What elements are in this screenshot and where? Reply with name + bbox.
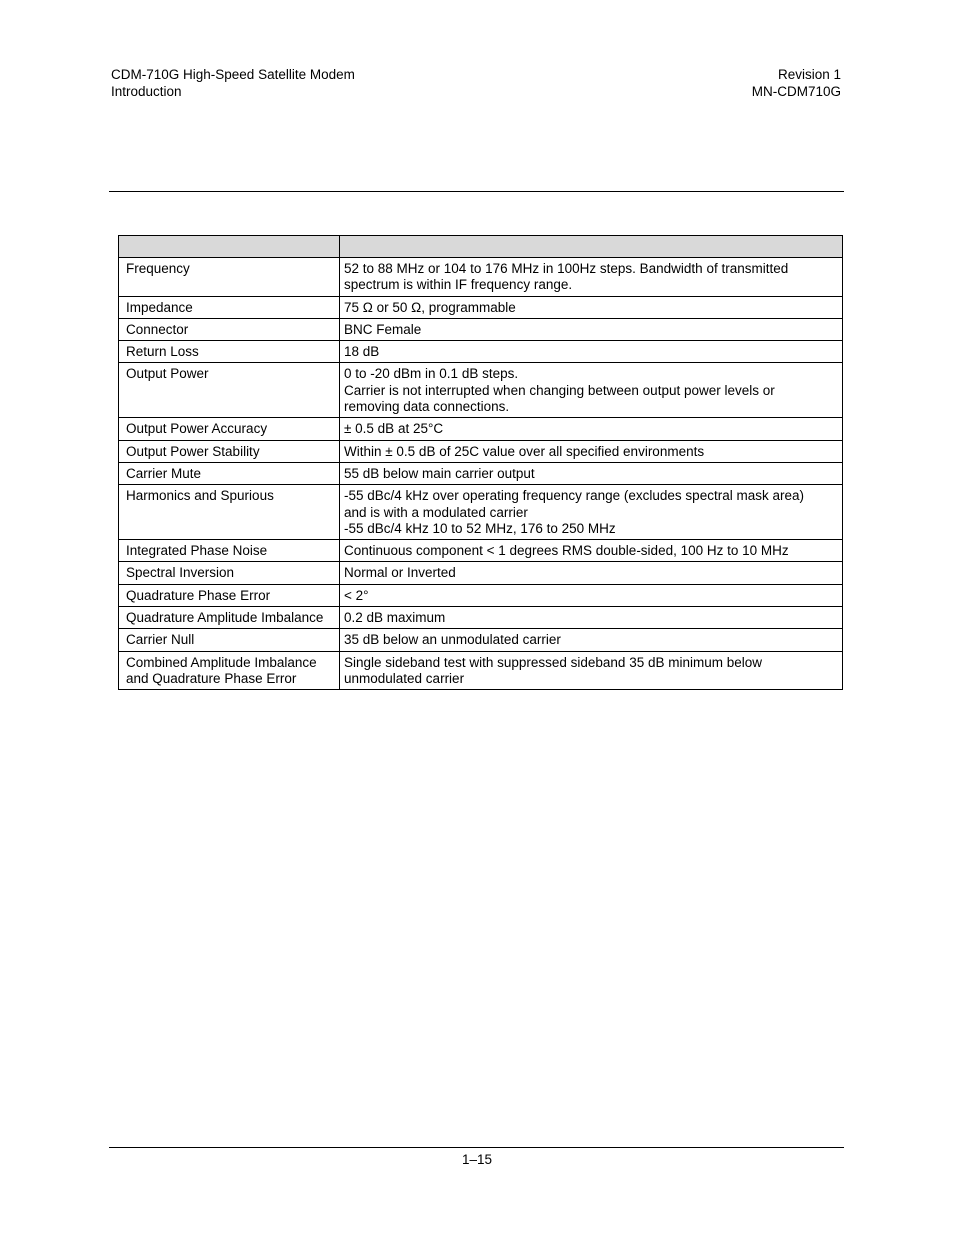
specification-cell <box>340 341 843 363</box>
parameter-cell <box>119 318 340 340</box>
table-header-specification <box>340 236 843 258</box>
specification-line: 52 to 88 MHz or 104 to 176 MHz in 100Hz steps. Bandwidth of transmitted <box>344 261 789 276</box>
table-row <box>119 341 843 363</box>
parameter-cell <box>119 296 340 318</box>
parameter-line: Quadrature Amplitude Imbalance <box>126 610 324 626</box>
table-row <box>119 607 843 629</box>
specification-cell <box>340 629 843 651</box>
specification-cell <box>340 318 843 340</box>
specification-cell <box>340 651 843 690</box>
specification-line: < 2° <box>344 587 369 603</box>
table-row <box>119 562 843 584</box>
specification-cell <box>340 584 843 606</box>
parameter-line: Connector <box>126 321 189 337</box>
specification-line: ± 0.5 dB at 25°C <box>344 421 444 437</box>
parameter-cell <box>119 540 340 562</box>
specification-line: 75 Ω or 50 Ω, programmable <box>344 299 516 315</box>
specification-line: Carrier is not interrupted when changing between output power levels or <box>344 382 775 398</box>
parameter-cell <box>119 440 340 462</box>
specification-cell <box>340 363 843 418</box>
parameter-line: Impedance <box>126 299 193 315</box>
table-row <box>119 629 843 651</box>
footer-divider <box>109 1147 844 1148</box>
table-row <box>119 318 843 340</box>
parameter-cell <box>119 341 340 363</box>
specification-line: 35 dB below an unmodulated carrier <box>344 632 561 648</box>
page-number: 1–15 <box>461 1152 493 1167</box>
section-name: Introduction <box>111 83 182 99</box>
parameter-line: Carrier Null <box>126 632 195 648</box>
table-row <box>119 296 843 318</box>
running-header-right <box>752 67 841 100</box>
table-row <box>119 540 843 562</box>
table-row <box>119 440 843 462</box>
specification-line: -55 dBc/4 kHz 10 to 52 MHz, 176 to 250 MHz <box>344 520 616 536</box>
table-row <box>119 363 843 418</box>
specification-cell <box>340 296 843 318</box>
specification-cell <box>340 562 843 584</box>
specification-cell <box>340 540 843 562</box>
parameter-cell <box>119 418 340 440</box>
parameter-line: Frequency <box>126 261 190 276</box>
specification-line: -55 dBc/4 kHz over operating frequency range (excludes spectral mask area) <box>344 488 804 504</box>
specification-line: removing data connections. <box>344 399 510 415</box>
specification-line: and is with a modulated carrier <box>344 504 528 520</box>
table-row <box>119 485 843 540</box>
table-row <box>119 584 843 606</box>
table-row <box>119 651 843 690</box>
specification-line: Continuous component < 1 degrees RMS double-sided, 100 Hz to 10 MHz <box>344 543 789 559</box>
specification-line: BNC Female <box>344 321 422 337</box>
specification-line: 0 to -20 dBm in 0.1 dB steps. <box>344 366 519 382</box>
parameter-cell <box>119 462 340 484</box>
parameter-line: Combined Amplitude Imbalance <box>126 654 317 670</box>
specification-cell <box>340 440 843 462</box>
table-row <box>119 462 843 484</box>
specifications-table <box>118 235 843 690</box>
parameter-cell <box>119 607 340 629</box>
header-divider <box>109 191 844 192</box>
parameter-line: Output Power Stability <box>126 443 260 459</box>
parameter-cell <box>119 363 340 418</box>
parameter-cell <box>119 485 340 540</box>
parameter-cell <box>119 258 340 297</box>
parameter-cell <box>119 562 340 584</box>
specification-line: 55 dB below main carrier output <box>344 465 535 481</box>
parameter-line: Return Loss <box>126 344 199 360</box>
parameter-cell <box>119 584 340 606</box>
parameter-line: Output Power <box>126 366 209 382</box>
specification-line: Single sideband test with suppressed sideband 35 dB minimum below <box>344 654 762 670</box>
table-header-parameter <box>119 236 340 258</box>
parameter-line: Output Power Accuracy <box>126 421 268 437</box>
specification-line: 0.2 dB maximum <box>344 610 446 626</box>
specification-line: Within ± 0.5 dB of 25C value over all specified environments <box>344 443 705 459</box>
revision-label: Revision 1 <box>777 67 841 82</box>
parameter-line: Spectral Inversion <box>126 565 235 581</box>
parameter-line: Integrated Phase Noise <box>126 543 268 559</box>
table-row <box>119 258 843 297</box>
specification-line: spectrum is within IF frequency range. <box>344 277 573 293</box>
specification-cell <box>340 607 843 629</box>
parameter-cell <box>119 629 340 651</box>
table-row <box>119 418 843 440</box>
specification-line: 18 dB <box>344 344 380 360</box>
specification-line: Normal or Inverted <box>344 565 456 581</box>
running-header-left <box>111 67 355 100</box>
table-header-row <box>119 236 843 258</box>
parameter-line: Carrier Mute <box>126 465 202 481</box>
specification-cell <box>340 418 843 440</box>
specification-cell <box>340 462 843 484</box>
parameter-cell <box>119 651 340 690</box>
specification-line: unmodulated carrier <box>344 670 465 686</box>
parameter-line: Quadrature Phase Error <box>126 587 271 603</box>
specification-cell <box>340 485 843 540</box>
document-number: MN-CDM710G <box>751 83 841 99</box>
document-title: CDM-710G High-Speed Satellite Modem <box>111 67 355 82</box>
table-body <box>119 258 843 690</box>
parameter-line: Harmonics and Spurious <box>126 488 274 504</box>
specification-cell <box>340 258 843 297</box>
parameter-line: and Quadrature Phase Error <box>126 670 297 686</box>
